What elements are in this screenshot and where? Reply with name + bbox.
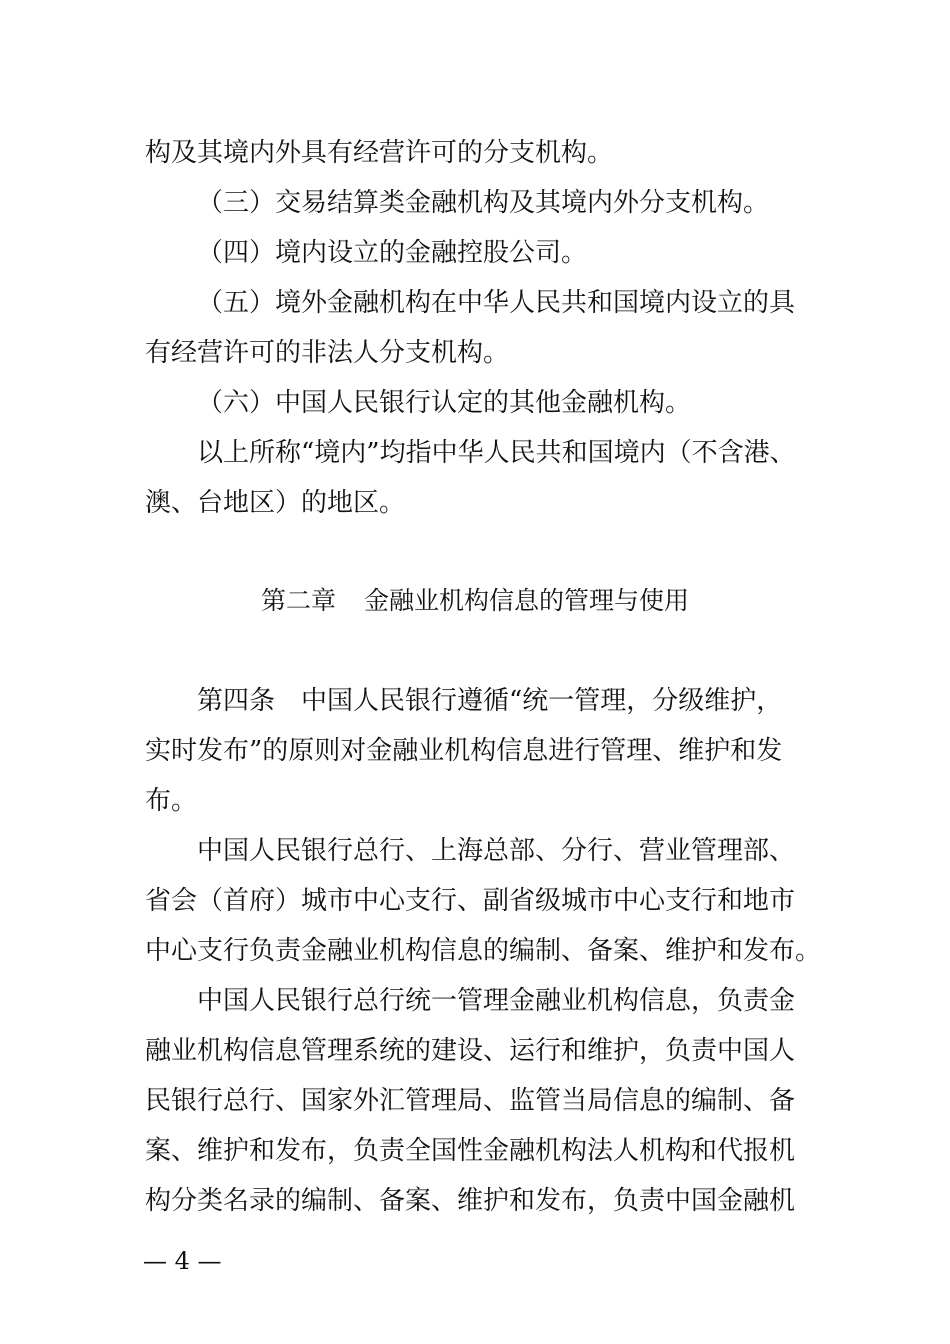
article-line: 中国人民银行总行、上海总部、分行、营业管理部、 bbox=[197, 836, 796, 866]
article-line: 第四条 中国人民银行遵循“统一管理，分级维护， bbox=[197, 686, 783, 716]
text-line: （三）交易结算类金融机构及其境内外分支机构。 bbox=[197, 188, 770, 218]
text-line: 有经营许可的非法人分支机构。 bbox=[145, 338, 510, 368]
article-line: 布。 bbox=[145, 786, 198, 816]
text-line: （五）境外金融机构在中华人民共和国境内设立的具 bbox=[197, 288, 796, 318]
text-line: 构及其境内外具有经营许可的分支机构。 bbox=[145, 138, 614, 168]
text-line: （四）境内设立的金融控股公司。 bbox=[197, 238, 588, 268]
article-line: 省会（首府）城市中心支行、副省级城市中心支行和地市 bbox=[145, 886, 796, 916]
article-line: 案、维护和发布，负责全国性金融机构法人机构和代报机 bbox=[145, 1136, 796, 1166]
chapter-number: 第二章 bbox=[260, 586, 336, 615]
article-line: 民银行总行、国家外汇管理局、监管当局信息的编制、备 bbox=[145, 1086, 796, 1116]
text-line: （六）中国人民银行认定的其他金融机构。 bbox=[197, 388, 692, 418]
article-line: 实时发布”的原则对金融业机构信息进行管理、维护和发 bbox=[145, 736, 783, 766]
text-line: 澳、台地区）的地区。 bbox=[145, 488, 406, 518]
chapter-title: 金融业机构信息的管理与使用 bbox=[364, 586, 690, 615]
article-line: 中心支行负责金融业机构信息的编制、备案、维护和发布。 bbox=[145, 936, 822, 966]
article-line: 构分类名录的编制、备案、维护和发布，负责中国金融机 bbox=[145, 1186, 796, 1216]
page-number: — 4 — bbox=[143, 1247, 222, 1275]
article-line: 中国人民银行总行统一管理金融业机构信息，负责金 bbox=[197, 986, 796, 1016]
chapter-heading bbox=[0, 584, 950, 618]
text-line: 以上所称“境内”均指中华人民共和国境内（不含港、 bbox=[197, 438, 796, 468]
article-line: 融业机构信息管理系统的建设、运行和维护，负责中国人 bbox=[145, 1036, 796, 1066]
